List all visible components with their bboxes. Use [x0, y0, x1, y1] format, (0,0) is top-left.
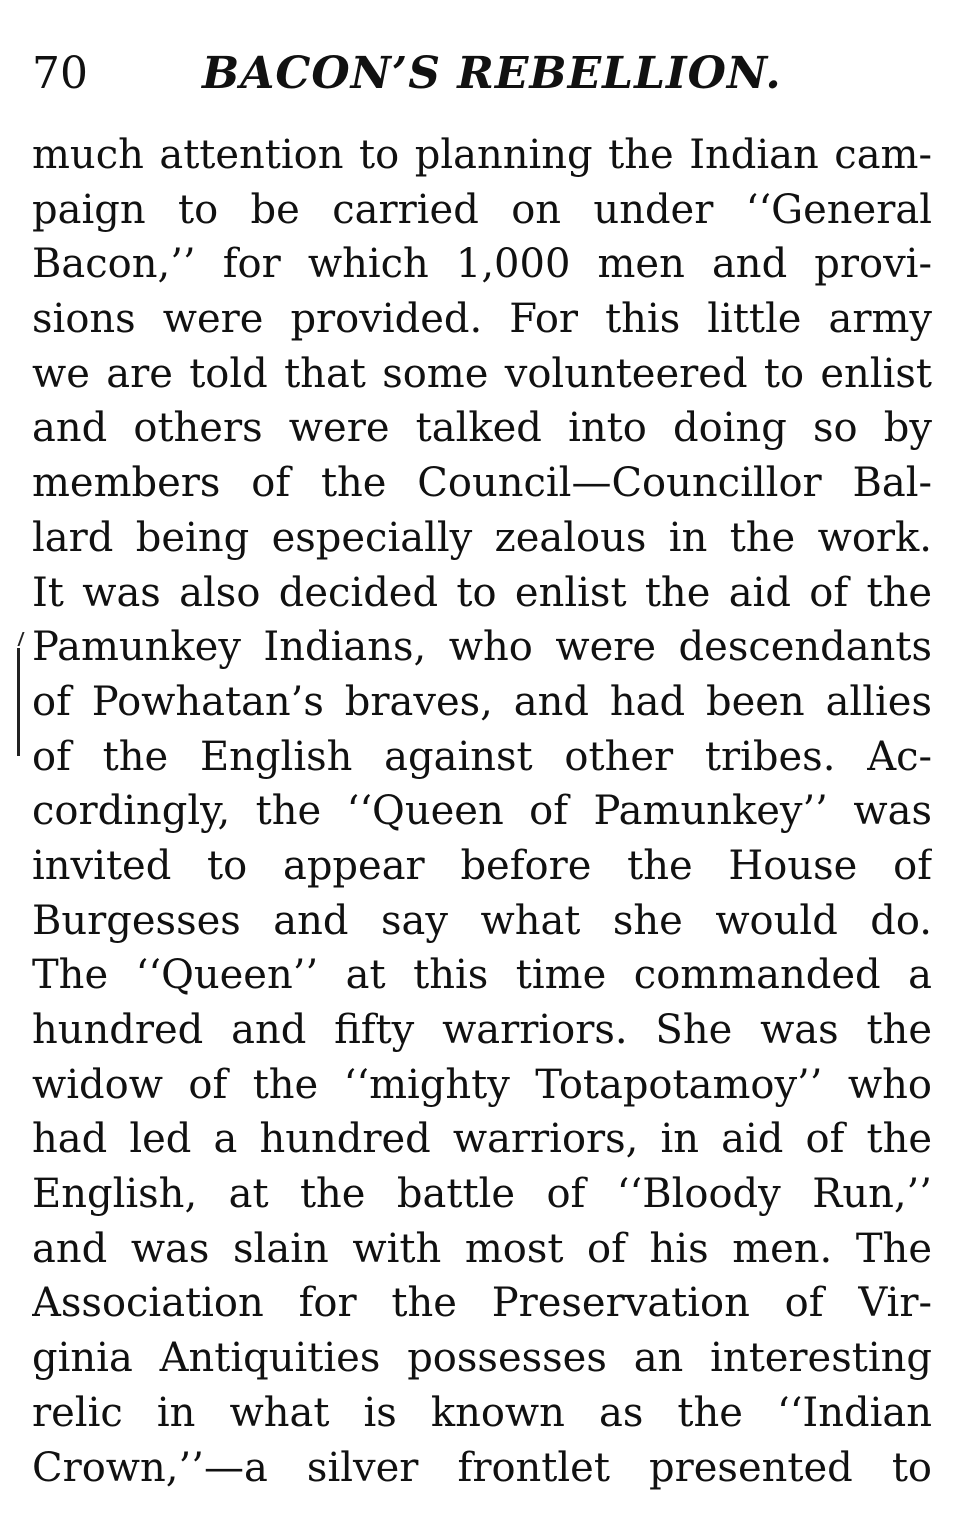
text-line: relic in what is known as the ‘‘Indian: [32, 1389, 932, 1436]
text-line: English, at the battle of ‘‘Bloody Run,’’: [32, 1171, 932, 1218]
text-line: hundred and fifty warriors. She was the: [32, 1007, 932, 1053]
text-line: Pamunkey Indians, who were descendants: [32, 624, 932, 671]
text-line: Association for the Preservation of Vir-: [32, 1280, 932, 1327]
text-line: paign to be carried on under ‘‘General: [32, 186, 932, 233]
text-line: of Powhatan’s braves, and had been allies: [32, 678, 932, 725]
margin-pencil-tick: [17, 632, 24, 646]
text-line: sions were provided. For this little army: [32, 296, 932, 343]
text-line: It was also decided to enlist the aid of the: [32, 569, 932, 616]
text-line: The ‘‘Queen’’ at this time commanded a: [32, 952, 932, 999]
text-line: and others were talked into doing so by: [32, 405, 932, 452]
text-line: we are told that some volunteered to enlist: [32, 350, 932, 397]
text-line: had led a hundred warriors, in aid of the: [32, 1116, 932, 1163]
text-line: cordingly, the ‘‘Queen of Pamunkey’’ was: [32, 788, 932, 835]
running-head: [32, 44, 932, 104]
text-line: lard being especially zealous in the work.: [32, 514, 932, 561]
text-line: widow of the ‘‘mighty Totapotamoy’’ who: [32, 1061, 932, 1108]
body-text: [32, 128, 932, 1495]
text-line: of the English against other tribes. Ac-: [32, 733, 932, 780]
running-title: BACON’S REBELLION.: [202, 48, 782, 99]
margin-pencil-mark: [17, 648, 20, 756]
text-line: much attention to planning the Indian cam-: [32, 132, 932, 178]
text-line: ginia Antiquities possesses an interesting: [32, 1335, 932, 1382]
text-line: members of the Council—Councillor Bal-: [32, 460, 932, 507]
page-number: 70: [32, 48, 88, 99]
text-line: and was slain with most of his men. The: [32, 1225, 932, 1272]
text-line: Crown,’’—a silver frontlet presented to: [32, 1444, 932, 1491]
text-line: invited to appear before the House of: [32, 842, 932, 889]
text-line: Burgesses and say what she would do.: [32, 897, 932, 944]
text-line: Bacon,’’ for which 1,000 men and provi-: [32, 241, 932, 288]
